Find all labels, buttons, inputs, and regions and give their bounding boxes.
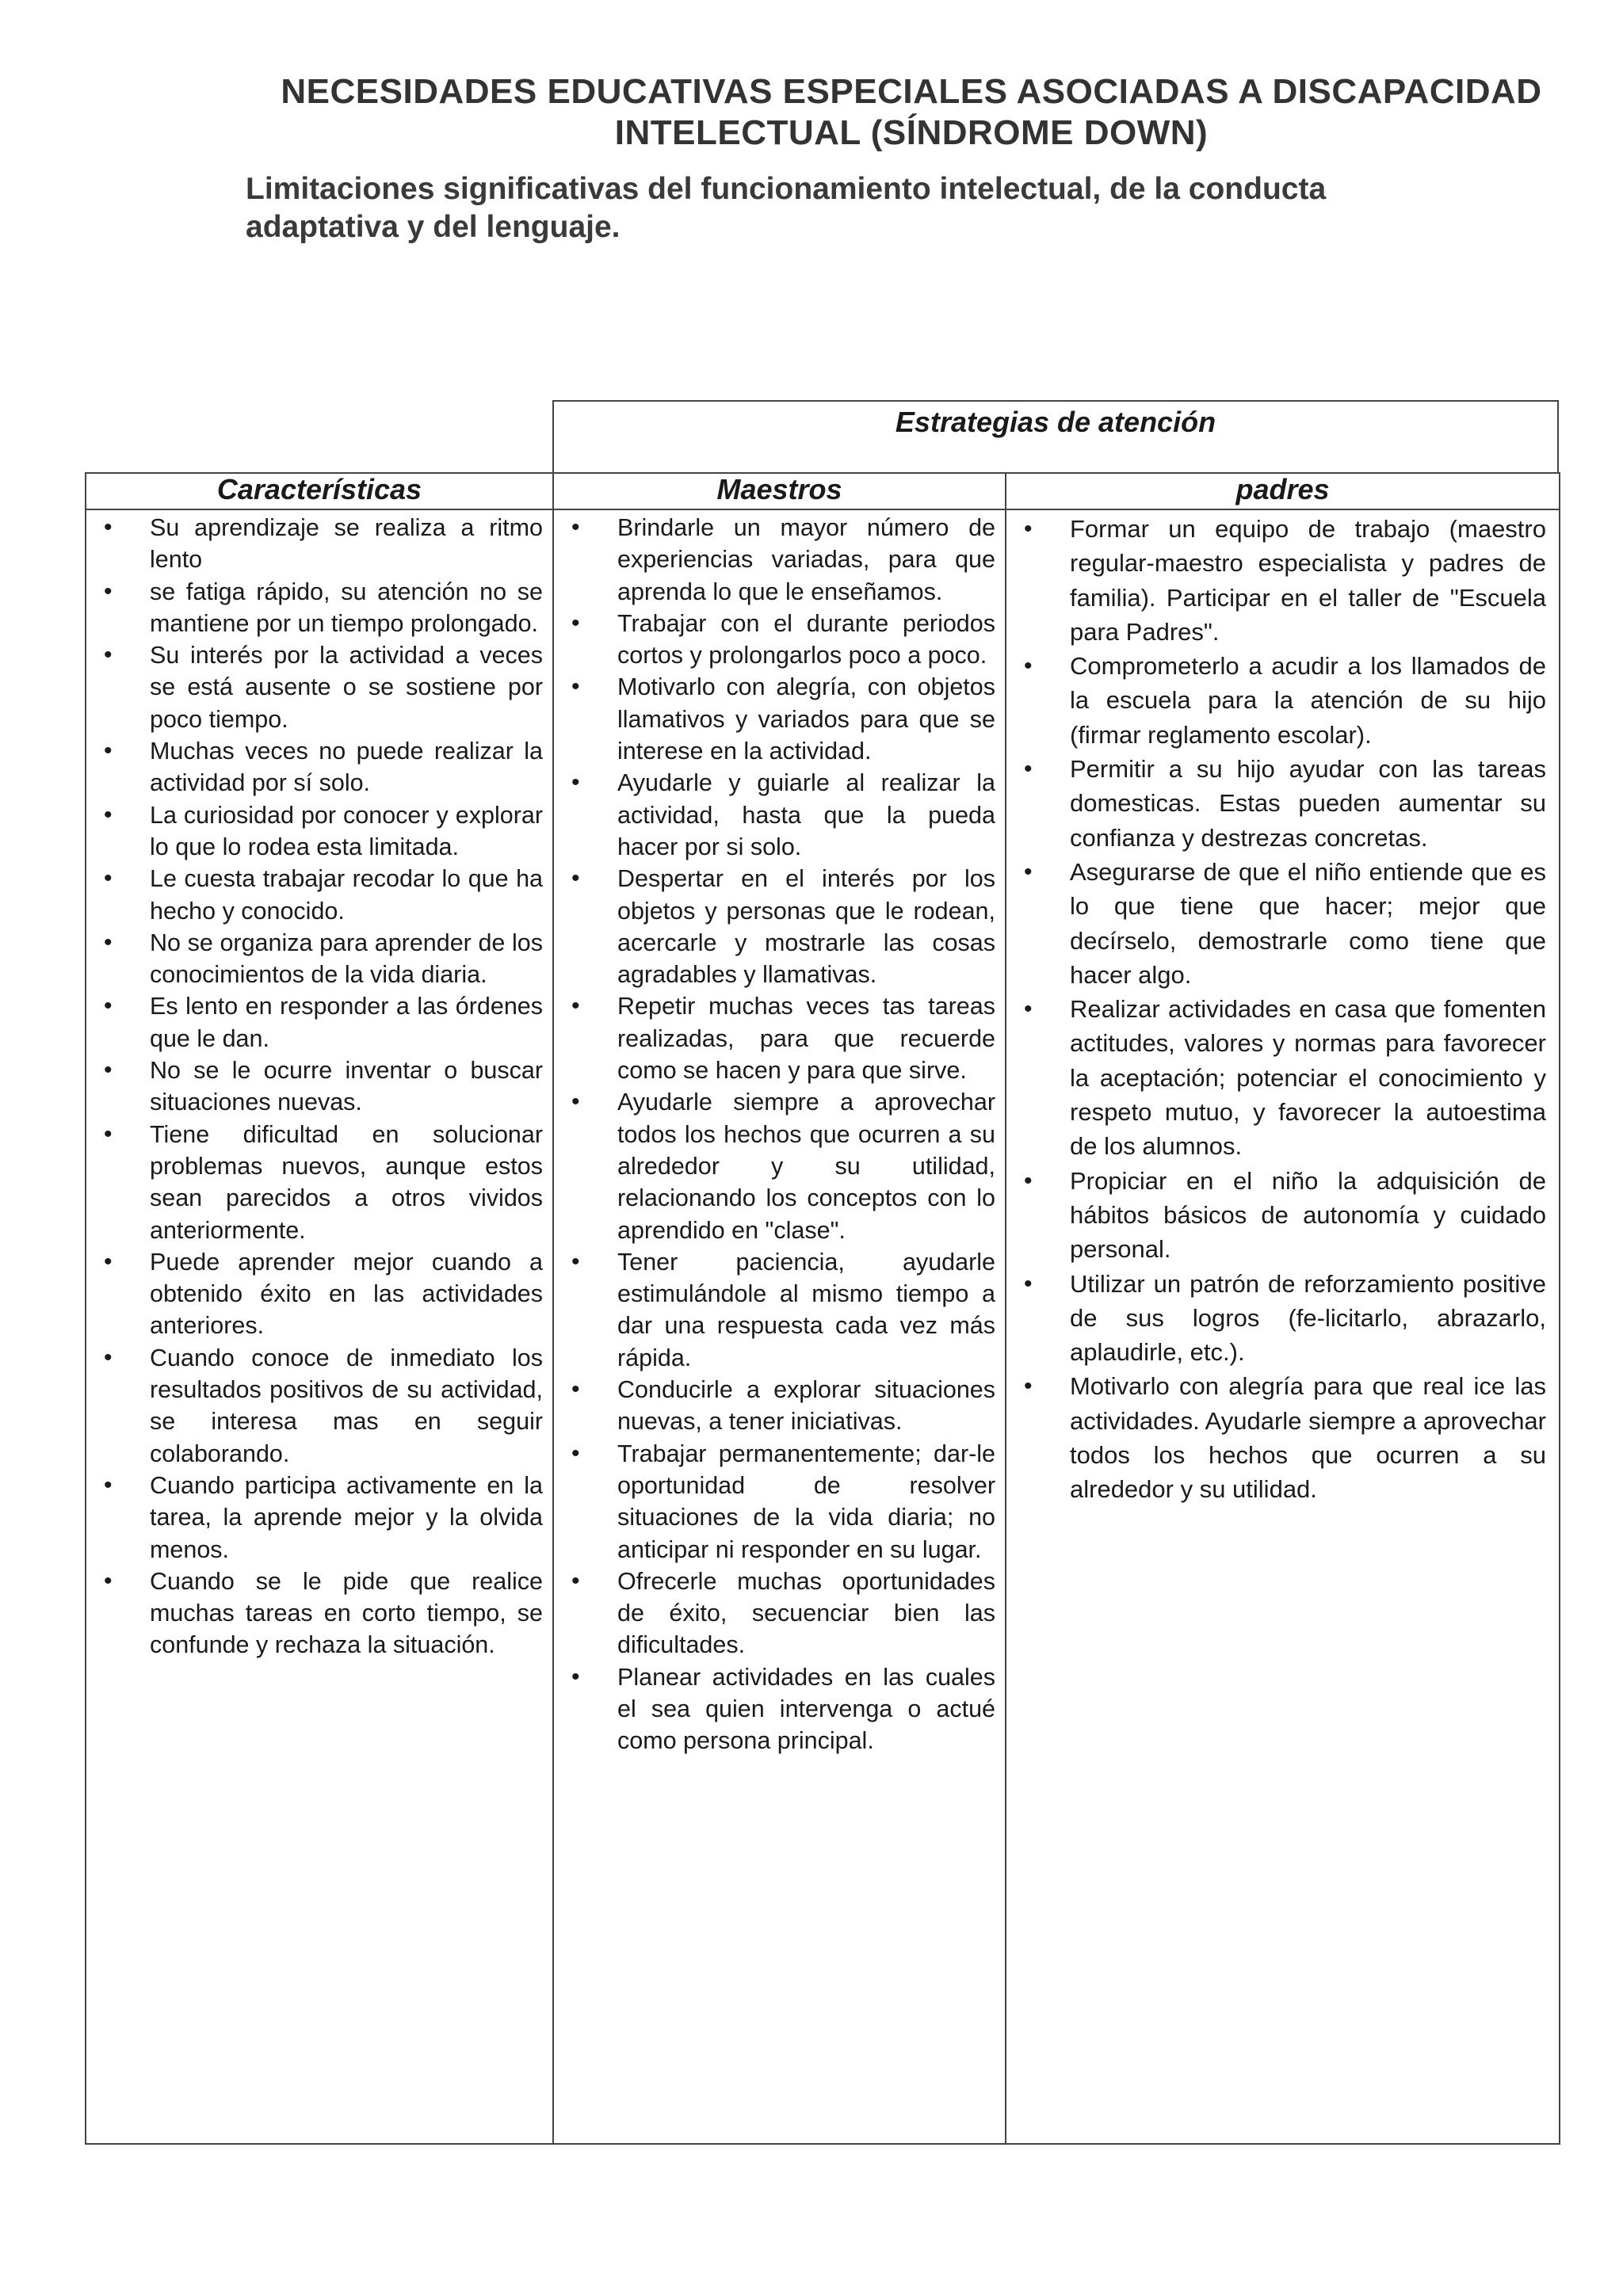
maestros-list bbox=[554, 510, 1005, 1757]
document-subtitle: Limitaciones significativas del funcionamiento intelectual, de la conducta adaptativa y del lenguaje. bbox=[246, 172, 1327, 244]
list-item: • Ayudarle siempre a aprovechar todos los hechos que ocurren a su alrededor y su utilidad, relacionando los conceptos con lo aprendido en "clase". bbox=[617, 1086, 995, 1245]
list-item: • Trabajar permanentemente; dar-le oportunidad de resolver situaciones de la vida diaria; no anticipar ni responder en su lugar. bbox=[617, 1438, 995, 1566]
document-title: NECESIDADES EDUCATIVAS ESPECIALES ASOCIADAS A DISCAPACIDAD INTELECTUAL (SÍNDROME DOWN) bbox=[281, 72, 1542, 152]
list-item: • Muchas veces no puede realizar la actividad por sí solo. bbox=[150, 735, 543, 799]
caracteristicas-cell bbox=[86, 509, 553, 2144]
list-item: • Trabajar con el durante periodos cortos y prolongarlos poco a poco. bbox=[617, 608, 995, 672]
padres-cell bbox=[1006, 509, 1560, 2144]
padres-list bbox=[1006, 510, 1559, 1507]
list-item: • Su interés por la actividad a veces se está ausente o se sostiene por poco tiempo. bbox=[150, 639, 543, 735]
list-item: • Brindarle un mayor número de experiencias variadas, para que aprenda lo que le enseñamos. bbox=[617, 512, 995, 608]
list-item: • Tiene dificultad en solucionar problemas nuevos, aunque estos sean parecidos a otros vividos anteriormente. bbox=[150, 1119, 543, 1246]
list-item: • Ofrecerle muchas oportunidades de éxito, secuenciar bien las dificultades. bbox=[617, 1566, 995, 1661]
list-item: • Conducirle a explorar situaciones nuevas, a tener iniciativas. bbox=[617, 1374, 995, 1438]
list-item: • Comprometerlo a acudir a los llamados de la escuela para la atención de su hijo (firmar reglamento escolar). bbox=[1070, 649, 1546, 752]
list-item: • Es lento en responder a las órdenes que le dan. bbox=[150, 990, 543, 1055]
list-item: • No se organiza para aprender de los conocimientos de la vida diaria. bbox=[150, 927, 543, 991]
maestros-cell bbox=[553, 509, 1006, 2144]
list-item: • Cuando conoce de inmediato los resultados positivos de su actividad, se interesa mas en seguir colaborando. bbox=[150, 1342, 543, 1470]
list-item: • Realizar actividades en casa que fomenten actitudes, valores y normas para favorecer la aceptación; potenciar el conocimiento y respeto mutuo, y favorecer la autoestima de los alumnos. bbox=[1070, 992, 1546, 1163]
list-item: • Puede aprender mejor cuando a obtenido éxito en las actividades anteriores. bbox=[150, 1246, 543, 1342]
list-item: • Permitir a su hijo ayudar con las tareas domesticas. Estas pueden aumentar su confianza y destrezas concretas. bbox=[1070, 752, 1546, 855]
list-item: • Formar un equipo de trabajo (maestro regular-maestro especialista y padres de familia). Participar en el taller de "Escuela para Padres". bbox=[1070, 512, 1546, 649]
list-item: • Tener paciencia, ayudarle estimulándole al mismo tiempo a dar una respuesta cada vez más rápida. bbox=[617, 1246, 995, 1374]
list-item: • Motivarlo con alegría, con objetos llamativos y variados para que se interese en la actividad. bbox=[617, 671, 995, 767]
list-item: • se fatiga rápido, su atención no se mantiene por un tiempo prolongado. bbox=[150, 576, 543, 640]
column-header-padres: padres bbox=[1006, 473, 1560, 509]
list-item: • La curiosidad por conocer y explorar lo que lo rodea esta limitada. bbox=[150, 799, 543, 864]
list-item: • Repetir muchas veces tas tareas realizadas, para que recuerde como se hacen y para que sirve. bbox=[617, 990, 995, 1086]
list-item: • Planear actividades en las cuales el sea quien intervenga o actué como persona principal. bbox=[617, 1661, 995, 1757]
list-item: • Cuando se le pide que realice muchas tareas en corto tiempo, se confunde y rechaza la situación. bbox=[150, 1566, 543, 1661]
list-item: • Cuando participa activamente en la tarea, la aprende mejor y la olvida menos. bbox=[150, 1470, 543, 1566]
list-item: • Asegurarse de que el niño entiende que es lo que tiene que hacer; mejor que decírselo, demostrarle como tiene que hacer algo. bbox=[1070, 855, 1546, 992]
list-item: • Propiciar en el niño la adquisición de hábitos básicos de autonomía y cuidado personal. bbox=[1070, 1164, 1546, 1267]
list-item: • Motivarlo con alegría para que real ice las actividades. Ayudarle siempre a aprovechar todos los hechos que ocurren a su alrededor y su utilidad. bbox=[1070, 1369, 1546, 1506]
list-item: • Su aprendizaje se realiza a ritmo lento bbox=[150, 512, 543, 576]
list-item: • Le cuesta trabajar recodar lo que ha hecho y conocido. bbox=[150, 863, 543, 927]
caracteristicas-list bbox=[86, 510, 552, 1661]
column-header-maestros: Maestros bbox=[553, 473, 1006, 509]
list-item: • Ayudarle y guiarle al realizar la actividad, hasta que la pueda hacer por si solo. bbox=[617, 767, 995, 863]
strategies-group-header: Estrategias de atención bbox=[552, 400, 1559, 473]
list-item: • Utilizar un patrón de reforzamiento positive de sus logros (fe-licitarlo, abrazarlo, aplaudirle, etc.). bbox=[1070, 1267, 1546, 1370]
list-item: • No se le ocurre inventar o buscar situaciones nuevas. bbox=[150, 1055, 543, 1119]
list-item: • Despertar en el interés por los objetos y personas que le rodean, acercarle y mostrarle las cosas agradables y llamativas. bbox=[617, 863, 995, 990]
needs-table bbox=[85, 472, 1560, 2145]
column-header-caracteristicas: Características bbox=[86, 473, 553, 509]
